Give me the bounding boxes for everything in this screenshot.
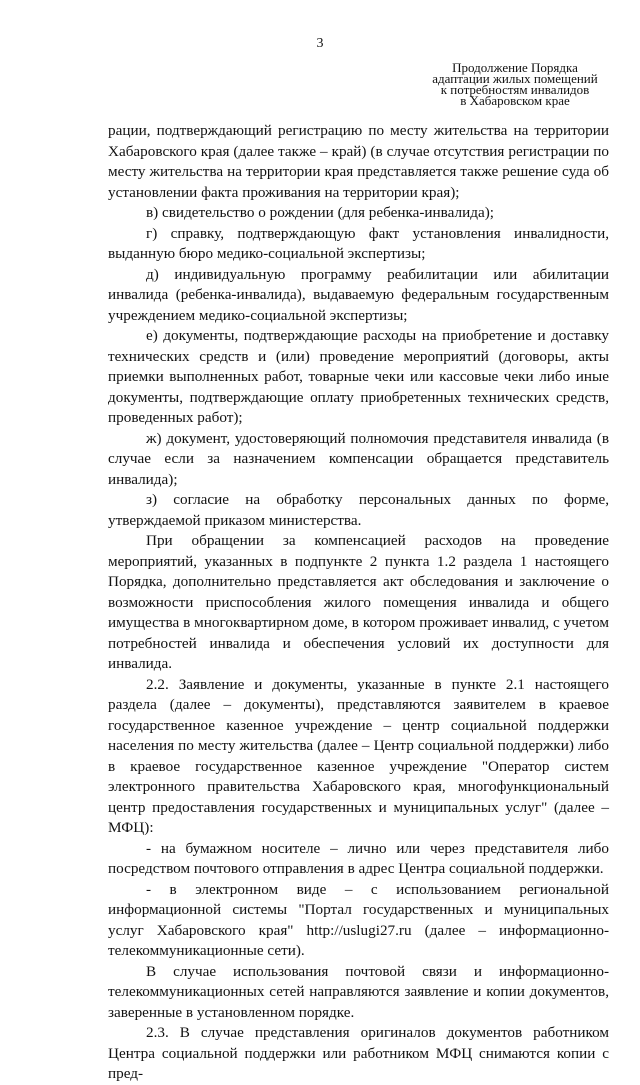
header-line: в Хабаровском крае [460, 93, 570, 108]
paragraph: рации, подтверждающий регистрацию по месту жительства на территории Хабаровского края (далее также – край) (в случае отсутствия регистрации по месту жительства на территории края представляется также решение суда об установлении факта проживания на территории края); [108, 122, 609, 201]
paragraph: з) согласие на обработку персональных данных по форме, утверждаемой приказом министерства. [108, 491, 609, 529]
paragraph: д) индивидуальную программу реабилитации или абилитации инвалида (ребенка-инвалида), выдаваемую федеральным государственным учреждением медико-социальной экспертизы; [108, 265, 609, 324]
document-header [420, 62, 610, 106]
document-body [108, 121, 609, 1085]
header-line: адаптации жилых помещений [432, 71, 598, 86]
header-line: Продолжение Порядка [452, 60, 578, 75]
page-number: 3 [316, 36, 324, 51]
paragraph: 2.2. Заявление и документы, указанные в пункте 2.1 настоящего раздела (далее – документы), представляются заявителем в краевое государственное казенное учреждение – центр социальной поддержки населения по месту жительства (далее – Центр социальной поддержки) либо в краевое государственное казенное учреждение "Оператор систем электронного правительства Хабаровского края, многофункциональный центр предоставления государственных и муниципальных услуг" (далее – МФЦ): [108, 675, 609, 836]
paragraph: При обращении за компенсацией расходов на проведение мероприятий, указанных в подпункте 2 пункта 1.2 раздела 1 настоящего Порядка, дополнительно представляется акт обследования и заключение о возможности приспособления жилого помещения инвалида и общего имущества в многоквартирном доме, в котором проживает инвалид, с учетом потребностей инвалида и обеспечения условий их доступности для инвалида. [108, 532, 609, 672]
paragraph: в) свидетельство о рождении (для ребенка-инвалида); [146, 204, 494, 221]
paragraph: е) документы, подтверждающие расходы на приобретение и доставку технических средств и (или) проведение мероприятий (договоры, акты приемки выполненных работ, товарные чеки или кассовые чеки либо иные документы, подтверждающие оплату приобретенных технических средств, проведенных работ); [108, 327, 609, 426]
paragraph: 2.3. В случае представления оригиналов документов работником Центра социальной поддержки или работником МФЦ снимаются копии с пред- [108, 1024, 609, 1082]
header-line: к потребностям инвалидов [440, 82, 590, 97]
paragraph: - в электронном виде – с использованием региональной информационной системы "Портал государственных и муниципальных услуг Хабаровского края" http://uslugi27.ru (далее – информационно-телекоммуникационные сети). [108, 880, 609, 959]
paragraph: - на бумажном носителе – лично или через представителя либо посредством почтового отправления в адрес Центра социальной поддержки. [108, 839, 609, 877]
paragraph: В случае использования почтовой связи и информационно-телекоммуникационных сетей направляются заявление и копии документов, заверенные в установленном порядке. [108, 962, 609, 1021]
paragraph: г) справку, подтверждающую факт установления инвалидности, выданную бюро медико-социальной экспертизы; [108, 224, 609, 262]
paragraph: ж) документ, удостоверяющий полномочия представителя инвалида (в случае если за назначением компенсации обращается представитель инвалида); [108, 429, 609, 488]
